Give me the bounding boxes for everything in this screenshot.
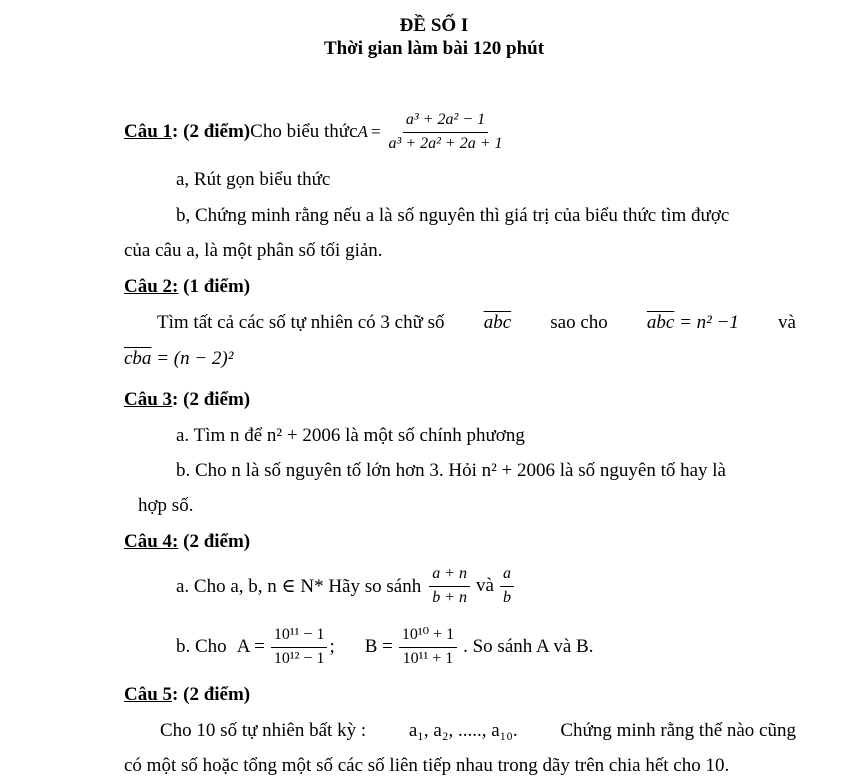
and-text-2: và (476, 575, 494, 596)
question-1-points: : (2 điểm) (172, 121, 251, 142)
question-3-header (124, 389, 250, 411)
question-3-label: Câu 3 (124, 389, 173, 410)
equation-2-rhs: = (n − 2)² (156, 348, 234, 369)
expression-numerator: a³ + 2a² − 1 (403, 111, 488, 132)
fraction-B (399, 626, 457, 668)
fraction-2-denominator: b (502, 588, 511, 606)
question-4-part-b-tail: . So sánh A và B. (463, 636, 594, 657)
question-3-part-b-line2: hợp số. (138, 495, 194, 516)
question-2-line2 (124, 348, 233, 370)
question-2-text: Tìm tất cả các số tự nhiên có 3 chữ số (157, 312, 445, 333)
question-3-part-a: a. Tìm n để n² + 2006 là một số chính phương (176, 425, 525, 446)
question-5-label: Câu 5 (124, 684, 173, 705)
question-1-part-b-line1: b, Chứng minh rằng nếu a là số nguyên thì giá trị của biểu thức tìm được (176, 205, 730, 226)
fraction-1-denominator: b + n (432, 588, 467, 606)
question-5-header (124, 684, 250, 706)
question-1-label: Câu 1 (124, 121, 173, 142)
fraction-A (271, 626, 328, 668)
question-2-label: Câu 2: (124, 276, 179, 297)
exam-title: ĐỀ SỐ I (399, 15, 469, 36)
number-cba: $\overline{cba}$ (124, 348, 152, 369)
expression-fraction (386, 111, 506, 153)
question-1-part-a: a, Rút gọn biểu thức (176, 169, 331, 190)
sao-cho-text: sao cho (550, 312, 608, 333)
fraction-1-numerator: a + n (429, 565, 470, 586)
question-5-line2: có một số hoặc tổng một số các số liên tiếp nhau trong dãy trên chia hết cho 10. (124, 755, 730, 776)
question-4-part-a (176, 562, 516, 610)
number-abc-eq: $\overline{abc}$ (646, 312, 675, 333)
question-3-points: : (2 điểm) (172, 389, 251, 410)
exam-duration: Thời gian làm bài 120 phút (323, 38, 545, 59)
question-4-header (124, 531, 250, 553)
and-text: và (778, 312, 796, 333)
fraction-B-numerator: 10¹⁰ + 1 (399, 626, 457, 647)
question-2-header (124, 276, 250, 298)
question-5-line1 (160, 720, 796, 742)
question-3-part-b-line1: b. Cho n là số nguyên tố lớn hơn 3. Hỏi n² + 2006 là số nguyên tố hay là (176, 460, 726, 481)
question-4-label: Câu 4: (124, 531, 179, 552)
sequence-a1-a10: a₁, a₂, ....., a₁₀. (408, 720, 518, 741)
question-4-part-a-text: a. Cho a, b, n ∈ N* Hãy so sánh (176, 575, 422, 597)
fraction-A-numerator: 10¹¹ − 1 (271, 626, 328, 647)
question-5-prove: Chứng minh rằng thế nào cũng (560, 720, 796, 741)
expression-variable: A (357, 122, 368, 141)
question-4-points: (2 điểm) (178, 531, 251, 552)
fraction-2-numerator: a (500, 565, 514, 586)
question-4-part-b-text: b. Cho (176, 636, 227, 657)
fraction-a-plus-n-over-b-plus-n (429, 565, 470, 607)
question-1-part-b-line2: của câu a, là một phân số tối giản. (124, 240, 383, 261)
equation-1-rhs: = n² −1 (679, 312, 739, 333)
number-abc: $\overline{abc}$ (483, 312, 512, 333)
question-1-intro: Cho biểu thức (250, 121, 358, 142)
question-5-points: : (2 điểm) (172, 684, 251, 705)
expression-denominator: a³ + 2a² + 2a + 1 (388, 134, 503, 152)
question-2-line1 (157, 312, 796, 334)
question-4-part-b: b. Cho A = $\frac{\text{10¹¹ − 1}}{\text{10¹² − 1}}$ ; B = $\frac{\text{10¹⁰ + 1}}{\text{10¹¹ + 1}}$ . So sánh A và B. (176, 626, 594, 667)
fraction-a-over-b (500, 565, 514, 607)
fraction-A-denominator: 10¹² − 1 (273, 649, 325, 667)
fraction-B-denominator: 10¹¹ + 1 (402, 649, 454, 667)
question-5-intro: Cho 10 số tự nhiên bất kỳ : (160, 720, 367, 741)
question-2-points: (1 điểm) (178, 276, 251, 297)
question-1-header: Câu 1 : (2 điểm) Cho biểu thức A = $\frac{\text{a³ + 2a² − 1}}{\text{a³ + 2a² + 2a + 1}}$ (124, 108, 508, 156)
